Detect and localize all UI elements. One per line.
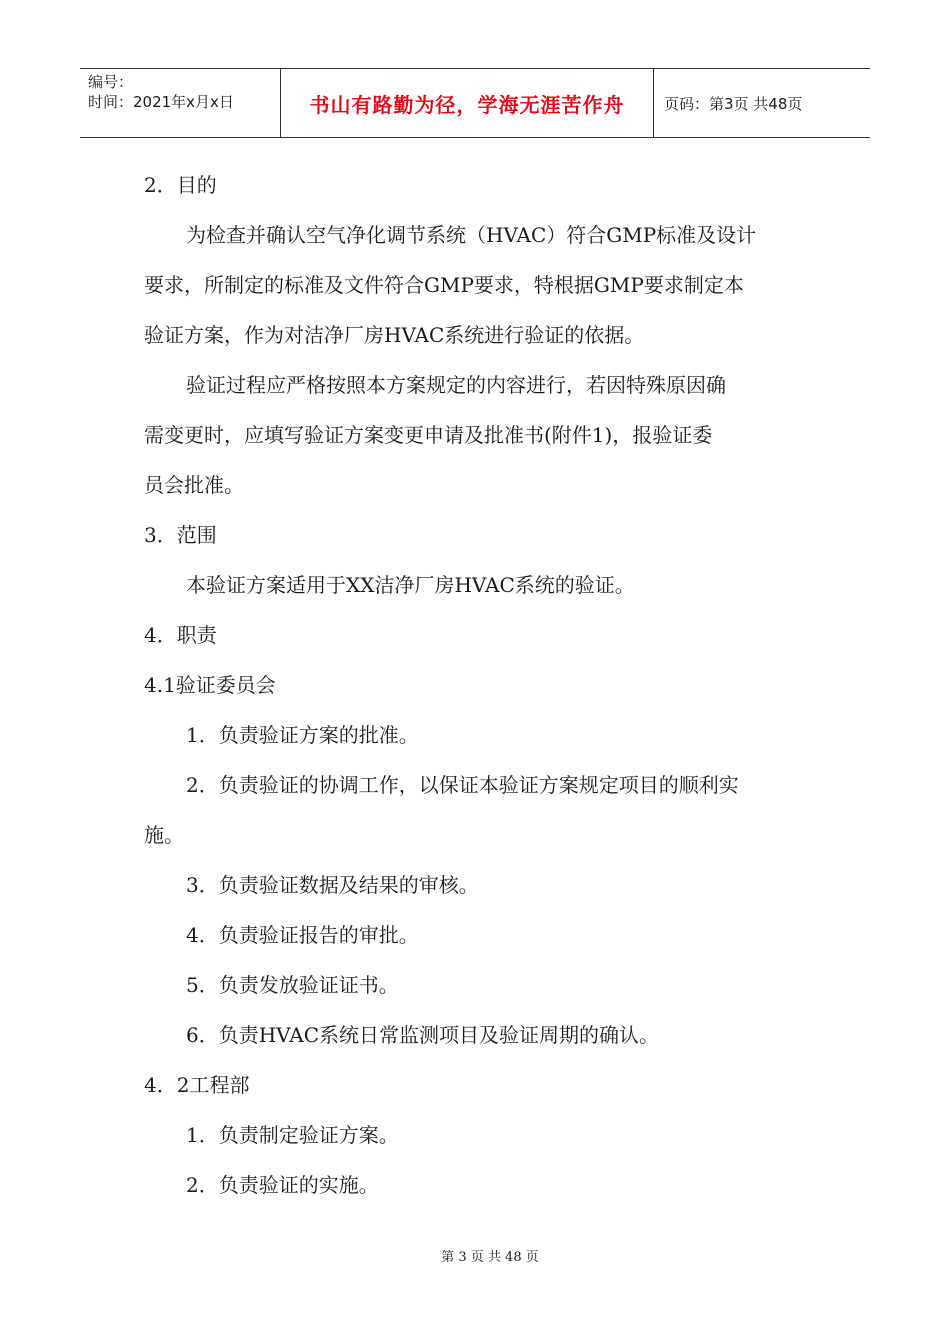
header-meta <box>80 69 280 137</box>
header-motto-cell <box>280 69 654 137</box>
paragraph-line: 6．负责HVAC系统日常监测项目及验证周期的确认。 <box>186 1023 659 1047</box>
paragraph-line: 1．负责制定验证方案。 <box>186 1123 399 1147</box>
paragraph-line: 要求，所制定的标准及文件符合GMP要求，特根据GMP要求制定本 <box>144 273 744 297</box>
paragraph-line: 施。 <box>144 823 184 847</box>
paragraph-line: 1．负责验证方案的批准。 <box>186 723 419 747</box>
document-number-label: 编号： <box>88 73 134 91</box>
page-footer <box>0 1246 950 1265</box>
paragraph-line: 5．负责发放验证证书。 <box>186 973 399 997</box>
paragraph-line: 为检查并确认空气净化调节系统（HVAC）符合GMP标准及设计 <box>186 223 757 247</box>
section-heading: 4．职责 <box>144 623 217 647</box>
header-page-info-cell <box>654 69 870 137</box>
document-body <box>144 160 824 1210</box>
paragraph-line: 验证方案，作为对洁净厂房HVAC系统进行验证的依据。 <box>144 323 645 347</box>
paragraph-line: 2．负责验证的协调工作，以保证本验证方案规定项目的顺利实 <box>186 773 739 797</box>
paragraph-line: 3．负责验证数据及结果的审核。 <box>186 873 479 897</box>
section-heading: 3．范围 <box>144 523 217 547</box>
section-heading: 4.1验证委员会 <box>144 673 276 697</box>
footer-page-number: 第 3 页 共 48 页 <box>441 1250 539 1265</box>
section-heading: 2．目的 <box>144 173 217 197</box>
header-page-info: 页码：第3页 共48页 <box>664 94 803 113</box>
paragraph-line: 需变更时，应填写验证方案变更申请及批准书(附件1)，报验证委 <box>144 423 713 447</box>
section-heading: 4．2工程部 <box>144 1073 250 1097</box>
paragraph-line: 验证过程应严格按照本方案规定的内容进行，若因特殊原因确 <box>186 373 726 397</box>
paragraph-line: 本验证方案适用于XX洁净厂房HVAC系统的验证。 <box>186 573 635 597</box>
paragraph-line: 2．负责验证的实施。 <box>186 1173 379 1197</box>
header-motto: 书山有路勤为径，学海无涯苦作舟 <box>309 92 625 117</box>
paragraph-line: 4．负责验证报告的审批。 <box>186 923 419 947</box>
document-time-label: 时间：2021年x月x日 <box>88 93 234 111</box>
paragraph-line: 员会批准。 <box>144 473 244 497</box>
page-header <box>80 68 870 138</box>
